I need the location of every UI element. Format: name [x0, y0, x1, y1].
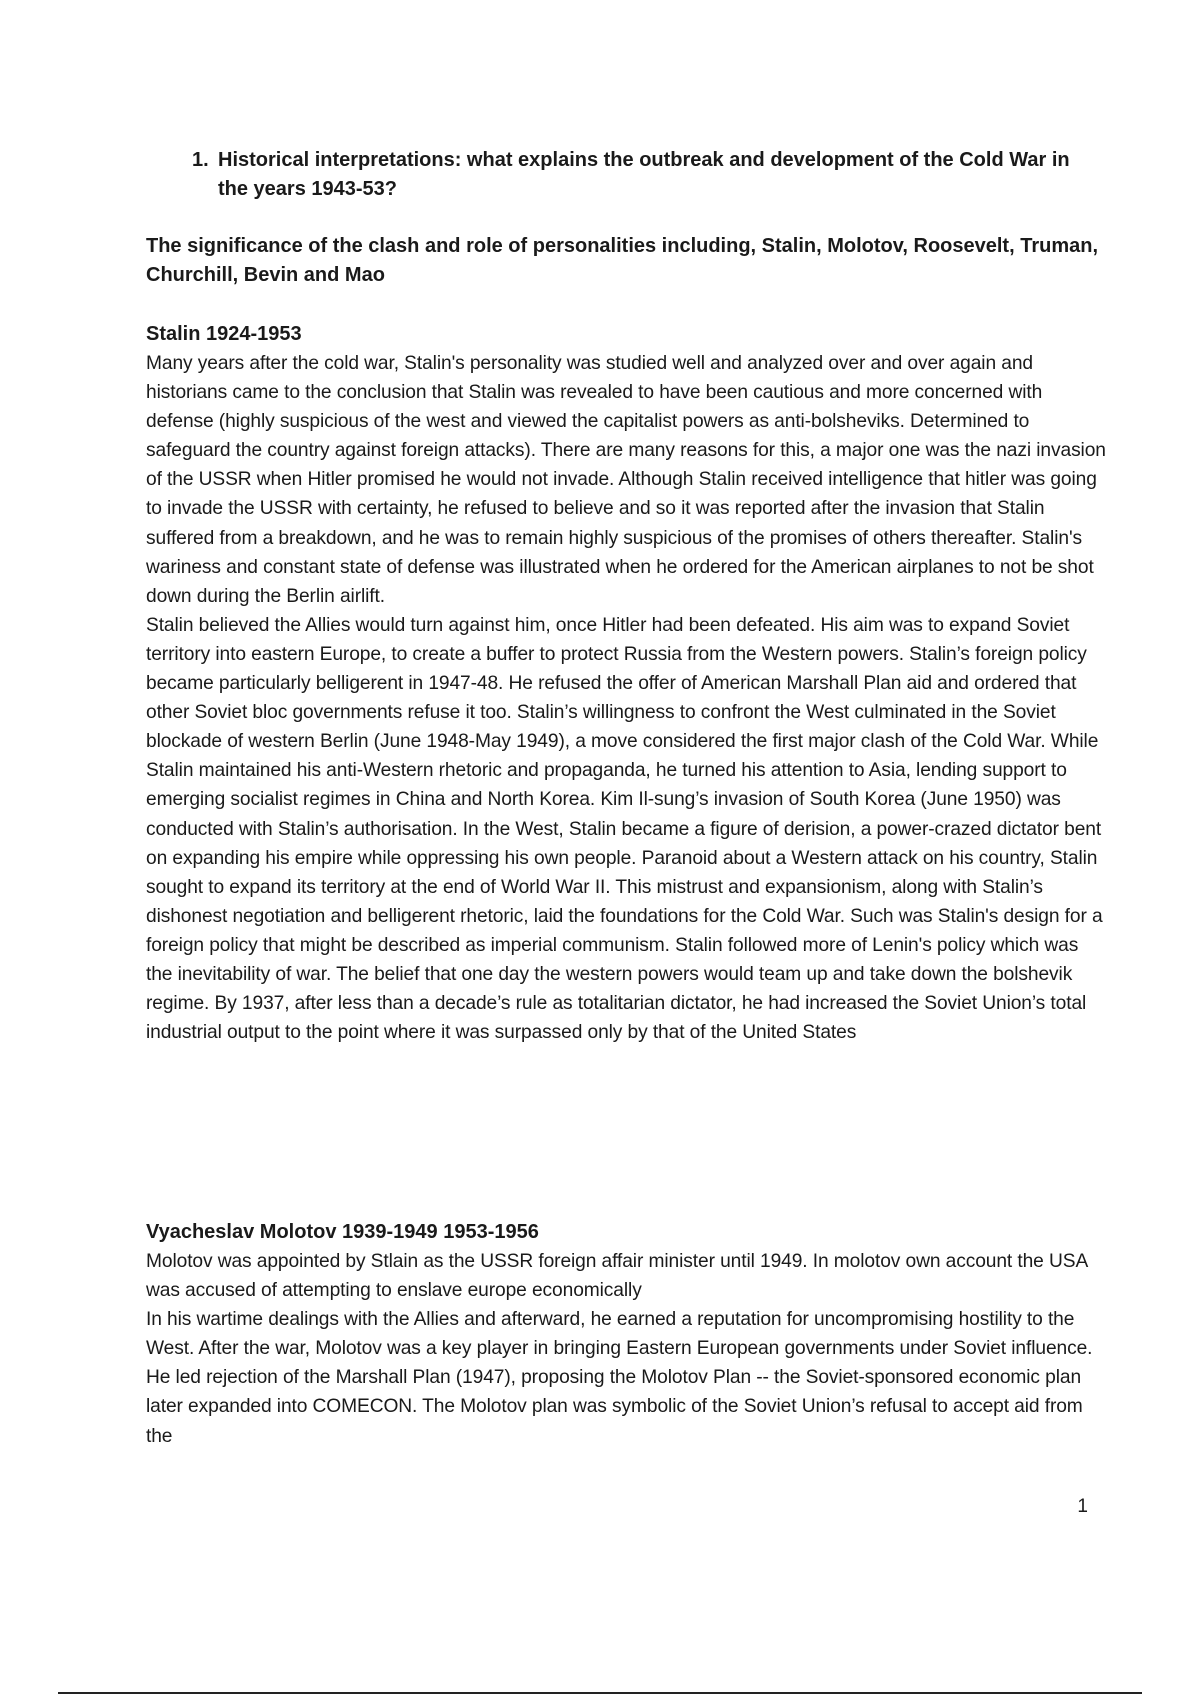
question-text: Historical interpretations: what explains the outbreak and development of the Cold War in the years 1943-53?	[218, 149, 1070, 200]
section-subheading: The significance of the clash and role of personalities including, Stalin, Molotov, Roosevelt, Truman, Churchill, Bevin and Mao	[146, 235, 1099, 286]
question-heading	[192, 146, 1072, 204]
paragraph: Molotov was appointed by Stlain as the USSR foreign affair minister until 1949. In molotov own account the USA was accused of attempting to enslave europe economically	[146, 1251, 1088, 1302]
question-number: 1.	[192, 149, 209, 171]
section-title-stalin: Stalin 1924-1953	[146, 323, 302, 345]
page-number: 1	[1077, 1496, 1088, 1517]
paragraph: In his wartime dealings with the Allies and afterward, he earned a reputation for uncompromising hostility to the West. After the war, Molotov was a key player in bringing Eastern European governments under Soviet influence. He led rejection of the Marshall Plan (1947), proposing the Molotov Plan -- the Soviet-sponsored economic plan later expanded into COMECON. The Molotov plan was symbolic of the Soviet Union’s refusal to accept aid from the	[146, 1309, 1093, 1447]
section-stalin	[146, 320, 1106, 1047]
footer-divider	[58, 1692, 1142, 1694]
paragraph: Many years after the cold war, Stalin's personality was studied well and analyzed over and over again and historians came to the conclusion that Stalin was revealed to have been cautious and more concerned with defense (highly suspicious of the west and viewed the capitalist powers as anti-bolsheviks. Determined to safeguard the country against foreign attacks). There are many reasons for this, a major one was the nazi invasion of the USSR when Hitler promised he would not invade. Although Stalin received intelligence that hitler was going to invade the USSR with certainty, he refused to believe and so it was reported after the invasion that Stalin suffered from a breakdown, and he was to remain highly suspicious of the promises of others thereafter. Stalin's wariness and constant state of defense was illustrated when he ordered for the American airplanes to not be shot down during the Berlin airlift.	[146, 353, 1106, 607]
section-title-molotov: Vyacheslav Molotov 1939-1949 1953-1956	[146, 1221, 539, 1243]
paragraph: Stalin believed the Allies would turn against him, once Hitler had been defeated. His aim was to expand Soviet territory into eastern Europe, to create a buffer to protect Russia from the Western powers. Stalin’s foreign policy became particularly belligerent in 1947-48. He refused the offer of American Marshall Plan aid and ordered that other Soviet bloc governments refuse it too. Stalin’s willingness to confront the West culminated in the Soviet blockade of western Berlin (June 1948-May 1949), a move considered the first major clash of the Cold War. While Stalin maintained his anti-Western rhetoric and propaganda, he turned his attention to Asia, lending support to emerging socialist regimes in China and North Korea. Kim Il-sung’s invasion of South Korea (June 1950) was conducted with Stalin’s authorisation. In the West, Stalin became a figure of derision, a power-crazed dictator bent on expanding his empire while oppressing his own people. Paranoid about a Western attack on his country, Stalin sought to expand its territory at the end of World War II. This mistrust and expansionism, along with Stalin’s dishonest negotiation and belligerent rhetoric, laid the foundations for the Cold War. Such was Stalin's design for a foreign policy that might be described as imperial communism. Stalin followed more of Lenin's policy which was the inevitability of war. The belief that one day the western powers would team up and take down the bolshevik regime. By 1937, after less than a decade’s rule as totalitarian dictator, he had increased the Soviet Union’s total industrial output to the point where it was surpassed only by that of the United States	[146, 614, 1103, 1044]
section-molotov	[146, 1218, 1106, 1451]
